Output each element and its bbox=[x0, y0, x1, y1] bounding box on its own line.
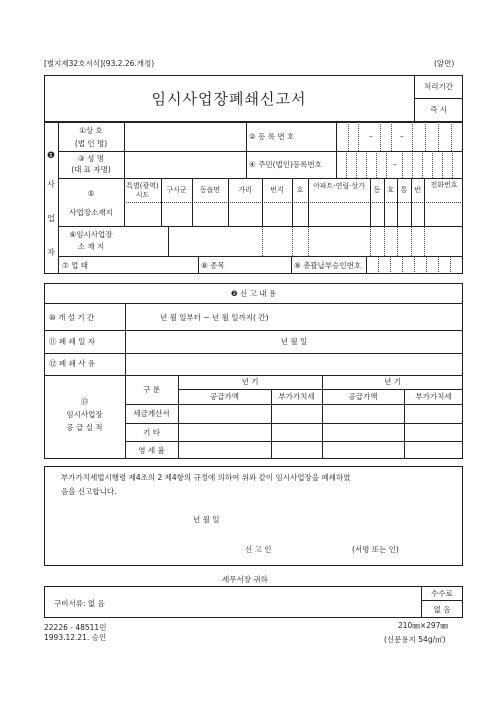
regno-label: ② 등 록 번 호 bbox=[249, 132, 295, 141]
form-id: [별지제32호서식](93.2.26.개정) bbox=[44, 59, 155, 68]
row-other: 기 타 bbox=[143, 428, 160, 437]
year-header-1: 년 기 bbox=[241, 377, 259, 386]
report-heading bbox=[44, 290, 463, 298]
addr-col-apt: 아파트·연립·상가 bbox=[313, 182, 365, 190]
business-side-label: 사 업 자 bbox=[47, 180, 55, 257]
hq-approval-label: ⑨ 총괄납부승인번호 bbox=[294, 261, 362, 270]
subheader-vat-1: 부가가치세 bbox=[278, 392, 315, 401]
signature-label: (서명 또는 인) bbox=[352, 545, 399, 554]
approval-date: 1993.12.21. 승인 bbox=[44, 633, 107, 642]
open-period-value: 년 월 일부터 ~ 년 월 일까지( 간) bbox=[160, 313, 269, 322]
rep-sublabel: (대 표 자명) bbox=[71, 165, 111, 174]
fee-value: 없 음 bbox=[433, 605, 451, 614]
addr-col-tong: 통 bbox=[400, 186, 408, 194]
address-label: 사업장소재지 bbox=[69, 208, 113, 217]
regno-dash-2: – bbox=[400, 132, 404, 141]
processing-period-label: 처리기간 bbox=[424, 82, 453, 91]
paper-type: (신문용지 54g/㎡) bbox=[384, 635, 446, 644]
addr-col-ho: 호 bbox=[296, 186, 304, 194]
report-section bbox=[44, 283, 463, 459]
name-sublabel: (법 인 명) bbox=[74, 139, 108, 148]
page-side: (앞면) bbox=[434, 59, 455, 68]
declaration-date: 년 월 일 bbox=[193, 515, 220, 524]
subheader-supply-1: 공급가액 bbox=[210, 392, 239, 401]
addr-col-dong: 동 bbox=[373, 186, 381, 194]
required-docs: 구비서류: 없 음 bbox=[54, 599, 105, 608]
open-period-label: ⑩ 개 설 기 간 bbox=[49, 313, 95, 322]
processing-period-value: 즉 시 bbox=[430, 105, 447, 114]
addr-col-eupmyeon: 동읍면 bbox=[199, 186, 221, 194]
addr-col-sigungu: 구시군 bbox=[166, 186, 187, 194]
form-code: 22226 - 48511민 bbox=[44, 623, 107, 632]
category-header: 구 분 bbox=[143, 385, 160, 394]
resident-no-dash: – bbox=[393, 160, 397, 169]
addr-col-ban: 반 bbox=[414, 186, 421, 194]
reporter-label: 신 고 인 bbox=[245, 545, 272, 554]
business-item-label: ⑧ 종목 bbox=[201, 261, 225, 270]
section-1-marker: ❶ bbox=[46, 151, 56, 161]
temp-location-sublabel: 소 재 지 bbox=[77, 242, 105, 251]
addr-col-bunji: 번지 bbox=[270, 186, 284, 194]
row-zero-rate: 영 세 율 bbox=[138, 446, 165, 455]
footer-box bbox=[44, 586, 463, 618]
section-2-marker: ❷ bbox=[230, 289, 238, 298]
form-title: 임시사업장폐쇄신고서 bbox=[151, 90, 307, 108]
fee-label: 수수료 bbox=[431, 589, 453, 598]
close-date-label: ⑪ 폐 쇄 일 자 bbox=[49, 337, 96, 346]
supply-label: 임시사업장 bbox=[66, 410, 103, 419]
rep-label: ③ 성 명 bbox=[78, 154, 104, 163]
supply-label-2: 공 급 실 적 bbox=[66, 423, 103, 432]
addr-col-phone: 전화번호 bbox=[430, 181, 458, 189]
report-heading-text: 신 고 내 용 bbox=[239, 289, 277, 298]
subheader-supply-2: 공급가액 bbox=[348, 392, 378, 401]
subheader-vat-2: 부가가치세 bbox=[415, 392, 452, 401]
declaration-text-2: 음을 신고합니다. bbox=[61, 487, 117, 496]
addr-col-ri: 가리 bbox=[238, 186, 252, 194]
year-header-2: 년 기 bbox=[384, 377, 401, 386]
regno-dash-1: – bbox=[369, 132, 373, 141]
addressee: 세무서장 귀하 bbox=[222, 575, 268, 584]
business-type-label: ⑦ 업 태 bbox=[62, 261, 88, 270]
addr-col-sido: 특별(광역)시도 bbox=[126, 182, 159, 199]
addr-col-ho2: 호 bbox=[387, 186, 394, 194]
resident-no-label: ④ 주민(법인)등록번호 bbox=[249, 160, 322, 169]
name-label: ①상 호 bbox=[79, 126, 103, 135]
declaration-text-1: 부가가치세법시행령 제4조의 2 제4항의 규정에 의하여 위와 같이 임시사업장을 폐쇄하였 bbox=[61, 473, 351, 482]
close-date-value: 년 월 일 bbox=[280, 337, 308, 346]
paper-size: 210㎜×297㎜ bbox=[398, 621, 448, 630]
row-tax-invoice: 세금계산서 bbox=[133, 409, 170, 418]
address-num: ⑤ bbox=[87, 189, 95, 198]
close-reason-label: ⑫ 폐 쇄 사 유 bbox=[49, 359, 96, 368]
supply-num: ⑬ bbox=[80, 397, 89, 406]
temp-location-label: ⑥임시사업장 bbox=[69, 230, 113, 239]
